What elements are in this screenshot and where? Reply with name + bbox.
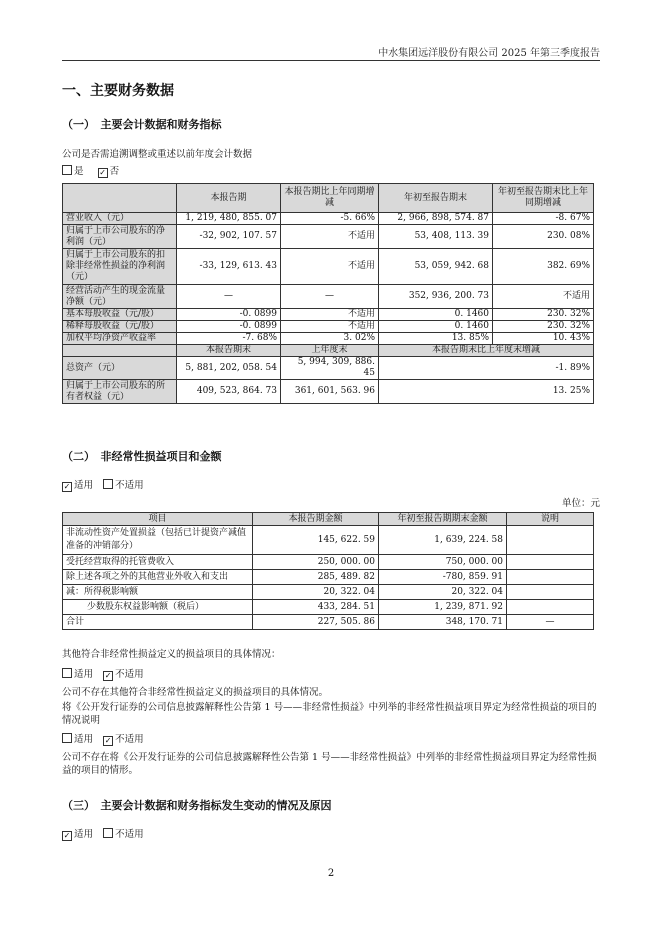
- cell: [507, 555, 594, 570]
- checkbox-na-unchecked[interactable]: [103, 828, 113, 838]
- cell: -5. 66%: [281, 213, 379, 225]
- table-row: [63, 615, 594, 630]
- subsection-title-1: （一） 主要会计数据和财务指标: [62, 118, 222, 131]
- cell: 10. 43%: [493, 333, 594, 345]
- cell: 227, 505. 86: [253, 615, 379, 630]
- cell: 250, 000. 00: [253, 555, 379, 570]
- table1-header-col3: 年初至报告期末: [379, 184, 493, 213]
- row-label: 减：所得税影响额: [63, 585, 253, 600]
- option-applicable-label: 适用: [74, 669, 94, 680]
- table1-header-row: [63, 184, 594, 213]
- classification-statement: 公司不存在将《公开发行证券的公司信息披露解释性公告第 1 号——非经常性损益》中列举的非经常性损益项目界定为经常性损益的项目的情形。: [62, 752, 597, 776]
- classification-explanation: 将《公开发行证券的公司信息披露解释性公告第 1 号——非经常性损益》中列举的非经常性损益项目界定为经常性损益的项目的情况说明: [62, 702, 597, 726]
- row-label: 合计: [63, 615, 253, 630]
- cell: 20, 322. 04: [379, 585, 507, 600]
- table1-header-col4: 年初至报告期末比上年同期增减: [493, 184, 594, 213]
- cell: 361, 601, 563. 96: [281, 380, 379, 404]
- subsection-title-3: （三） 主要会计数据和财务指标发生变动的情况及原因: [62, 799, 332, 812]
- cell: 348, 170. 71: [379, 615, 507, 630]
- table-row: [63, 225, 594, 249]
- option-applicable-label: 适用: [74, 829, 94, 840]
- row-label: 稀释每股收益（元/股）: [63, 321, 177, 333]
- unit-label: 单位：元: [561, 498, 600, 509]
- header-rule: [62, 60, 600, 61]
- table2-header-period: 本报告期金额: [253, 513, 379, 526]
- table-row: [63, 249, 594, 285]
- checkbox-no-checked[interactable]: ✓: [99, 168, 106, 177]
- option-applicable-label: 适用: [74, 734, 94, 745]
- table-row: [63, 380, 594, 404]
- cell: -0. 0899: [177, 321, 281, 333]
- cell: -0. 0899: [177, 309, 281, 321]
- cell: 13. 25%: [379, 380, 594, 404]
- cell: [507, 570, 594, 585]
- subsection-title-2: （二） 非经常性损益项目和金额: [62, 450, 222, 463]
- restatement-options: [62, 165, 119, 178]
- table1-header2-col2: 上年度末: [281, 345, 379, 357]
- table-row: [63, 321, 594, 333]
- cell: 230. 32%: [493, 309, 594, 321]
- cell: 不适用: [493, 285, 594, 309]
- row-label: 总资产（元）: [63, 357, 177, 380]
- table1-header2-col3: 本报告期末比上年度末增减: [379, 345, 594, 357]
- cell: 230. 32%: [493, 321, 594, 333]
- row-label: 归属于上市公司股东的扣除非经常性损益的净利润（元）: [63, 249, 177, 285]
- table-row: [63, 357, 594, 380]
- cell: 2, 966, 898, 574. 87: [379, 213, 493, 225]
- option-na-label: 不适用: [115, 734, 144, 745]
- table2-header-note: 说明: [507, 513, 594, 526]
- cell: -33, 129, 613. 43: [177, 249, 281, 285]
- section-title-financial-data: 一、主要财务数据: [62, 83, 174, 99]
- nonrecurring-options: [62, 479, 144, 492]
- table-row: [63, 570, 594, 585]
- table-row: [63, 555, 594, 570]
- checkbox-applicable-checked[interactable]: ✓: [63, 831, 71, 840]
- table-row: [63, 585, 594, 600]
- table2-header-ytd: 年初至报告期期末金额: [379, 513, 507, 526]
- row-label: 除上述各项之外的其他营业外收入和支出: [63, 570, 253, 585]
- row-label: 加权平均净资产收益率: [63, 333, 177, 345]
- cell: 1, 639, 224. 58: [379, 526, 507, 555]
- table1-header-row-2: [63, 345, 594, 357]
- cell: 不适用: [281, 309, 379, 321]
- checkbox-applicable-unchecked[interactable]: [62, 733, 72, 743]
- row-label: 归属于上市公司股东的净利润（元）: [63, 225, 177, 249]
- cell: 1, 219, 480, 855. 07: [177, 213, 281, 225]
- row-label: 非流动性资产处置损益（包括已计提资产减值准备的冲销部分）: [63, 526, 253, 555]
- cell: 750, 000. 00: [379, 555, 507, 570]
- cell: 不适用: [281, 321, 379, 333]
- cell: —: [177, 285, 281, 309]
- checkbox-applicable-unchecked[interactable]: [62, 668, 72, 678]
- option-na-label: 不适用: [115, 480, 144, 491]
- checkbox-na-checked[interactable]: ✓: [104, 736, 112, 745]
- checkbox-na-unchecked[interactable]: [103, 479, 113, 489]
- cell: [507, 526, 594, 555]
- cell: [507, 585, 594, 600]
- cell: 3. 02%: [281, 333, 379, 345]
- option-yes-label: 是: [74, 166, 84, 177]
- cell: —: [281, 285, 379, 309]
- cell: 145, 622. 59: [253, 526, 379, 555]
- cell: 433, 284. 51: [253, 600, 379, 615]
- table2-header-item: 项目: [63, 513, 253, 526]
- cell: 409, 523, 864. 73: [177, 380, 281, 404]
- checkbox-applicable-checked[interactable]: ✓: [63, 482, 71, 491]
- classification-options: [62, 733, 144, 746]
- checkbox-yes-unchecked[interactable]: [62, 165, 72, 175]
- option-no-label: 否: [109, 166, 120, 177]
- cell: 53, 059, 942. 68: [379, 249, 493, 285]
- row-label: 营业收入（元）: [63, 213, 177, 225]
- cell: [507, 600, 594, 615]
- cell: 5, 994, 309, 886. 45: [281, 357, 379, 380]
- running-header: 中水集团远洋股份有限公司 2025 年第三季度报告: [378, 48, 600, 59]
- cell: 20, 322. 04: [253, 585, 379, 600]
- cell: -7. 68%: [177, 333, 281, 345]
- cell: 13. 85%: [379, 333, 493, 345]
- table-row: [63, 526, 594, 555]
- table-row: [63, 213, 594, 225]
- row-label: 归属于上市公司股东的所有者权益（元）: [63, 380, 177, 404]
- page-number: 2: [327, 868, 335, 879]
- cell: -8. 67%: [493, 213, 594, 225]
- cell: 0. 1460: [379, 309, 493, 321]
- option-applicable-label: 适用: [74, 480, 94, 491]
- cell: -780, 859. 91: [379, 570, 507, 585]
- table1-header-empty: [63, 184, 177, 213]
- cell: 230. 08%: [493, 225, 594, 249]
- table1-header2-col1: 本报告期末: [177, 345, 281, 357]
- cell: -32, 902, 107. 57: [177, 225, 281, 249]
- other-items-statement: 公司不存在其他符合非经常性损益定义的损益项目的具体情况。: [62, 687, 329, 698]
- option-na-label: 不适用: [115, 669, 144, 680]
- checkbox-na-checked[interactable]: ✓: [104, 671, 112, 680]
- other-items-options: [62, 668, 144, 681]
- row-label: 少数股东权益影响额（税后）: [63, 600, 253, 615]
- cell: 1, 239, 871. 92: [379, 600, 507, 615]
- restatement-question: 公司是否需追溯调整或重述以前年度会计数据: [62, 149, 253, 160]
- row-label: 受托经营取得的托管费收入: [63, 555, 253, 570]
- cell: 0. 1460: [379, 321, 493, 333]
- cell: 5, 881, 202, 058. 54: [177, 357, 281, 380]
- table1-header-col1: 本报告期: [177, 184, 281, 213]
- table-row: [63, 333, 594, 345]
- cell: 53, 408, 113. 39: [379, 225, 493, 249]
- table1-header-col2: 本报告期比上年同期增减: [281, 184, 379, 213]
- table-row: [63, 285, 594, 309]
- cell: 285, 489. 82: [253, 570, 379, 585]
- other-items-text: 其他符合非经常性损益定义的损益项目的具体情况：: [62, 649, 281, 660]
- cell: 不适用: [281, 249, 379, 285]
- cell: -1. 89%: [379, 357, 594, 380]
- changes-options: [62, 828, 144, 841]
- cell: —: [507, 615, 594, 630]
- table-row: [63, 309, 594, 321]
- key-financial-data-table: [62, 183, 594, 404]
- option-na-label: 不适用: [115, 829, 144, 840]
- row-label: 经营活动产生的现金流量净额（元）: [63, 285, 177, 309]
- nonrecurring-gains-table: [62, 512, 594, 630]
- table1-header2-empty: [63, 345, 177, 357]
- cell: 382. 69%: [493, 249, 594, 285]
- row-label: 基本每股收益（元/股）: [63, 309, 177, 321]
- table2-header-row: [63, 513, 594, 526]
- table-row: [63, 600, 594, 615]
- cell: 352, 936, 200. 73: [379, 285, 493, 309]
- cell: 不适用: [281, 225, 379, 249]
